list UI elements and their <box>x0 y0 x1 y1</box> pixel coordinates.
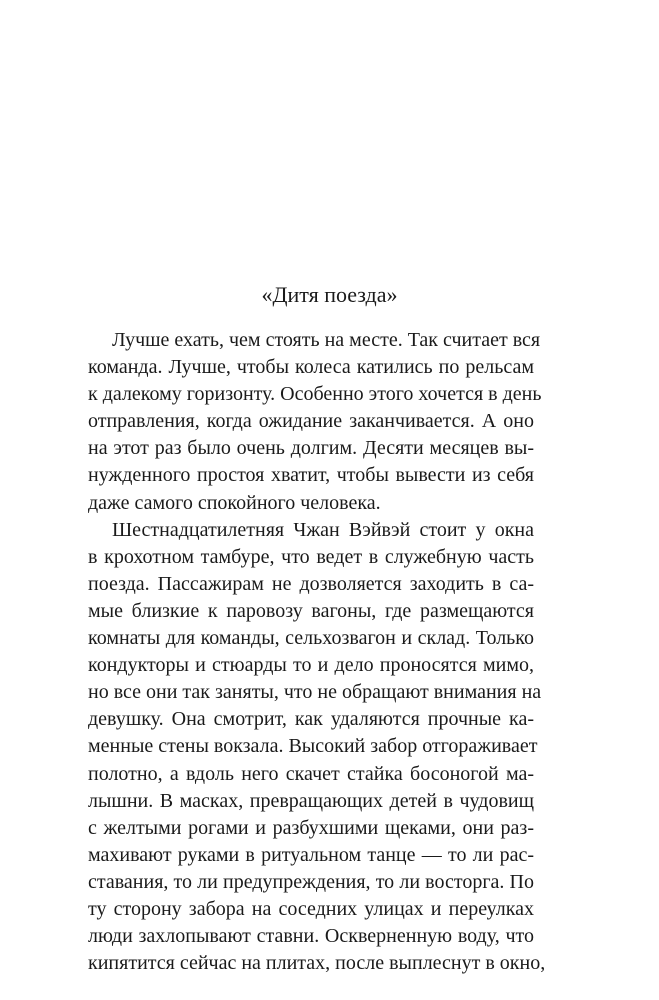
body-text <box>88 327 546 977</box>
text-line: на этот раз было очень долгим. Десяти месяцев вы- <box>88 437 534 460</box>
chapter-title: «Дитя поезда» <box>261 282 398 307</box>
text-line: отправления, когда ожидание заканчивается. А оно <box>88 410 534 433</box>
text-line: даже самого спокойного человека. <box>88 491 381 514</box>
text-line: кипятится сейчас на плитах, после выплеснут в окно, <box>88 952 546 975</box>
text-line: девушку. Она смотрит, как удаляются прочные ка- <box>88 708 534 731</box>
text-line: менные стены вокзала. Высокий забор отгораживает <box>88 735 538 758</box>
text-line: к далекому горизонту. Особенно этого хочется в день <box>88 383 542 406</box>
text-line: комнаты для команды, сельхозвагон и склад. Только <box>88 627 534 650</box>
text-line: с желтыми рогами и разбухшими щеками, они раз- <box>88 816 534 839</box>
text-line: полотно, а вдоль него скачет стайка босоногой ма- <box>88 762 534 785</box>
text-line: но все они так заняты, что не обращают внимания на <box>88 681 542 704</box>
text-line: мые близкие к паровозу вагоны, где размещаются <box>88 599 534 622</box>
text-line: Шестнадцатилетняя Чжан Вэйвэй стоит у окна <box>112 518 534 541</box>
text-line: люди захлопывают ставни. Оскверненную воду, что <box>88 925 534 948</box>
text-line: Лучше ехать, чем стоять на месте. Так считает вся <box>112 329 541 351</box>
text-line: лышни. В масках, превращающих детей в чудовищ <box>88 789 534 812</box>
text-line: поезда. Пассажирам не дозволяется заходить в са- <box>88 572 534 595</box>
text-line: нужденного простоя хватит, чтобы вывести из себя <box>88 464 534 487</box>
text-line: ту сторону забора на соседних улицах и переулках <box>88 897 534 920</box>
text-line: махивают руками в ритуальном танце — то ли рас- <box>88 843 534 866</box>
text-line: кондукторы и стюарды то и дело проносятся мимо, <box>88 654 534 677</box>
text-line: команда. Лучше, чтобы колеса катились по рельсам <box>88 356 534 379</box>
text-line: в крохотном тамбуре, что ведет в служебную часть <box>88 545 534 568</box>
text-line: ставания, то ли предупреждения, то ли восторга. По <box>88 870 534 893</box>
